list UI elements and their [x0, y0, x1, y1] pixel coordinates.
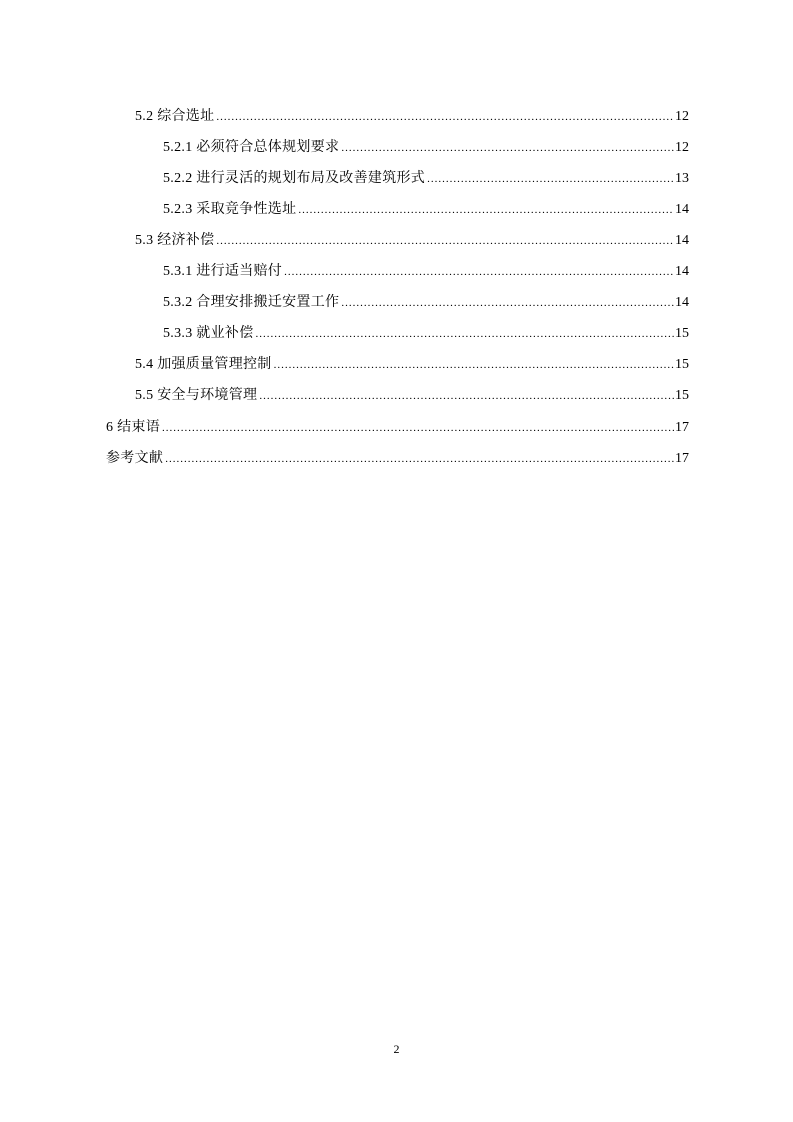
toc-entry-label: 5.3 经济补偿	[135, 233, 215, 248]
toc-entry-5-3-2[interactable]	[163, 293, 689, 313]
toc-entry-label: 5.2 综合选址	[135, 109, 215, 124]
toc-entry-label: 5.4 加强质量管理控制	[135, 357, 272, 372]
toc-entry-page: 12	[675, 109, 689, 124]
toc-dot-leader	[284, 262, 674, 282]
toc-entry-page: 13	[675, 171, 689, 186]
toc-entry-label: 5.3.2 合理安排搬迁安置工作	[163, 295, 340, 310]
toc-entry-page: 12	[675, 140, 689, 155]
toc-entry-5-5[interactable]	[135, 386, 689, 406]
toc-entry-5-2-1[interactable]	[163, 138, 689, 158]
toc-entry-page: 14	[675, 295, 689, 310]
toc-dot-leader	[165, 449, 674, 469]
toc-dot-leader	[256, 324, 675, 344]
toc-dot-leader	[298, 200, 674, 220]
toc-dot-leader	[341, 293, 674, 313]
toc-dot-leader	[259, 386, 674, 406]
toc-entry-label: 6 结束语	[106, 420, 160, 435]
toc-entry-page: 17	[675, 420, 689, 435]
toc-entry-label: 参考文献	[106, 451, 164, 466]
toc-entry-label: 5.3.3 就业补偿	[163, 326, 254, 341]
toc-entry-5-2-2[interactable]	[163, 169, 689, 189]
toc-entry-references[interactable]	[106, 449, 689, 469]
toc-dot-leader	[341, 138, 674, 158]
toc-entry-label: 5.2.3 采取竞争性选址	[163, 202, 297, 217]
toc-entry-label: 5.2.1 必须符合总体规划要求	[163, 140, 340, 155]
toc-entry-5-4[interactable]	[135, 355, 689, 375]
toc-entry-5-3-1[interactable]	[163, 262, 689, 282]
toc-dot-leader	[427, 169, 674, 189]
toc-entry-6[interactable]	[106, 418, 689, 438]
page-number: 2	[393, 1042, 400, 1056]
toc-dot-leader	[216, 231, 674, 251]
toc-dot-leader	[216, 107, 674, 127]
toc-entry-label: 5.5 安全与环境管理	[135, 388, 258, 403]
toc-entry-label: 5.2.2 进行灵活的规划布局及改善建筑形式	[163, 171, 426, 186]
toc-dot-leader	[162, 418, 674, 438]
toc-entry-page: 15	[675, 326, 689, 341]
toc-entry-page: 14	[675, 264, 689, 279]
toc-entry-page: 14	[675, 202, 689, 217]
toc-entry-page: 15	[675, 388, 689, 403]
toc-entry-5-3[interactable]	[135, 231, 689, 251]
toc-entry-5-2-3[interactable]	[163, 200, 689, 220]
toc-entry-label: 5.3.1 进行适当赔付	[163, 264, 283, 279]
toc-dot-leader	[274, 355, 674, 375]
toc-entry-5-3-3[interactable]	[163, 324, 689, 344]
toc-entry-5-2[interactable]	[135, 107, 689, 127]
toc-entry-page: 17	[675, 451, 689, 466]
toc-entry-page: 15	[675, 357, 689, 372]
toc-entry-page: 14	[675, 233, 689, 248]
